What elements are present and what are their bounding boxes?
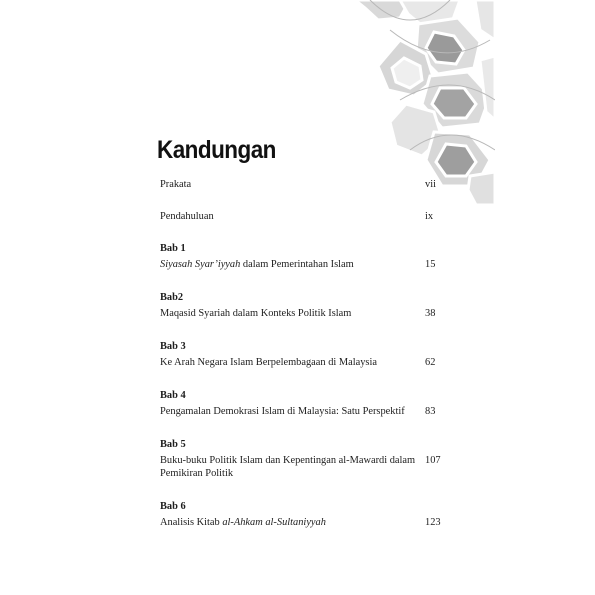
toc-entry-heading: Bab 5 <box>160 439 186 450</box>
toc-entry-title-plain: Analisis Kitab <box>160 517 223 528</box>
toc-entry-title: Ke Arah Negara Islam Berpelembagaan di Malaysia <box>160 357 377 368</box>
toc-entry-title: Maqasid Syariah dalam Konteks Politik Islam <box>160 308 352 319</box>
toc-entry-title-rest: dalam Pemerintahan Islam <box>240 259 354 270</box>
toc-entry-bab-1 <box>160 242 450 271</box>
toc-entry-heading: Bab 3 <box>160 341 186 352</box>
toc-entry-page: 38 <box>425 308 436 319</box>
toc-entry-page: 123 <box>425 517 441 528</box>
islamic-star-pattern-icon <box>330 0 495 205</box>
toc-entry-title-italic: al-Ahkam al-Sultaniyyah <box>222 517 326 528</box>
toc-entry-page: 83 <box>425 406 436 417</box>
toc-entry-title: Buku-buku Politik Islam dan Kepentingan al-Mawardi dalam Pemikiran Politik <box>160 455 416 479</box>
toc-entry-heading: Bab 4 <box>160 390 186 401</box>
toc-entry-heading: Bab 1 <box>160 243 186 254</box>
toc-entry-pendahuluan <box>160 210 450 223</box>
toc-entry-title: Pengamalan Demokrasi Islam di Malaysia: Satu Perspektif <box>160 406 405 417</box>
toc-entry-page: ix <box>425 211 434 222</box>
toc-entry-heading: Bab 6 <box>160 501 186 512</box>
toc-entry-page: vii <box>425 179 436 190</box>
toc-entry-prakata <box>160 178 450 191</box>
table-of-contents <box>160 178 450 529</box>
toc-entry-heading: Bab2 <box>160 292 184 303</box>
toc-entry-page: 62 <box>425 357 436 368</box>
toc-entry-bab-5 <box>160 438 450 480</box>
toc-entry-page: 107 <box>425 455 441 466</box>
toc-entry-bab-4 <box>160 389 450 418</box>
toc-entry-title-italic: Siyasah Syar’iyyah <box>160 259 241 270</box>
toc-entry-title <box>160 258 418 271</box>
toc-entry-bab-3 <box>160 340 450 369</box>
toc-entry-bab-2 <box>160 291 450 320</box>
page-title: Kandungan <box>157 136 276 164</box>
toc-entry-page: 15 <box>425 259 436 270</box>
toc-entry-title: Pendahuluan <box>160 211 214 222</box>
toc-entry-title: Prakata <box>160 179 192 190</box>
toc-entry-title <box>160 516 418 529</box>
toc-entry-bab-6 <box>160 500 450 529</box>
